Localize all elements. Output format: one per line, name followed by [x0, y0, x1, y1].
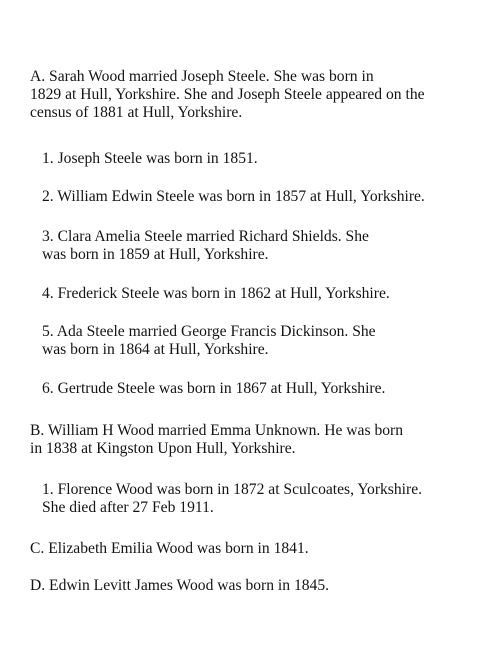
entry-a-sarah-wood [30, 68, 425, 122]
text-line: census of 1881 at Hull, Yorkshire. [30, 104, 243, 121]
text-line: 2. William Edwin Steele was born in 1857 at Hull, Yorkshire. [42, 188, 425, 205]
entry-a3-clara-amelia-steele [42, 228, 369, 264]
entry-a5-ada-steele [42, 323, 376, 359]
entry-c-elizabeth-emilia-wood [30, 540, 309, 558]
text-line: 1. Joseph Steele was born in 1851. [42, 150, 258, 167]
text-line: 1829 at Hull, Yorkshire. She and Joseph Steele appeared on the [30, 86, 425, 103]
entry-b1-florence-wood [42, 481, 422, 517]
text-line: 3. Clara Amelia Steele married Richard Shields. She [42, 228, 369, 245]
entry-d-edwin-levitt-james-wood [30, 577, 329, 595]
entry-a2-william-edwin-steele [42, 188, 425, 206]
text-line: 5. Ada Steele married George Francis Dickinson. She [42, 323, 376, 340]
entry-a6-gertrude-steele [42, 380, 385, 398]
text-line: D. Edwin Levitt James Wood was born in 1845. [30, 577, 330, 594]
entry-b-william-h-wood [30, 422, 403, 458]
text-line: 1. Florence Wood was born in 1872 at Sculcoates, Yorkshire. [42, 481, 423, 498]
entry-a4-frederick-steele [42, 285, 390, 303]
text-line: 4. Frederick Steele was born in 1862 at Hull, Yorkshire. [42, 285, 390, 302]
text-line: C. Elizabeth Emilia Wood was born in 1841. [30, 540, 309, 557]
text-line: 6. Gertrude Steele was born in 1867 at Hull, Yorkshire. [42, 380, 386, 397]
text-line: in 1838 at Kingston Upon Hull, Yorkshire. [30, 440, 296, 457]
entry-a1-joseph-steele [42, 150, 258, 168]
text-line: She died after 27 Feb 1911. [42, 499, 214, 516]
text-line: A. Sarah Wood married Joseph Steele. She was born in [30, 68, 374, 85]
text-line: B. William H Wood married Emma Unknown. He was born [30, 422, 404, 439]
text-line: was born in 1859 at Hull, Yorkshire. [42, 246, 269, 263]
text-line: was born in 1864 at Hull, Yorkshire. [42, 341, 269, 358]
